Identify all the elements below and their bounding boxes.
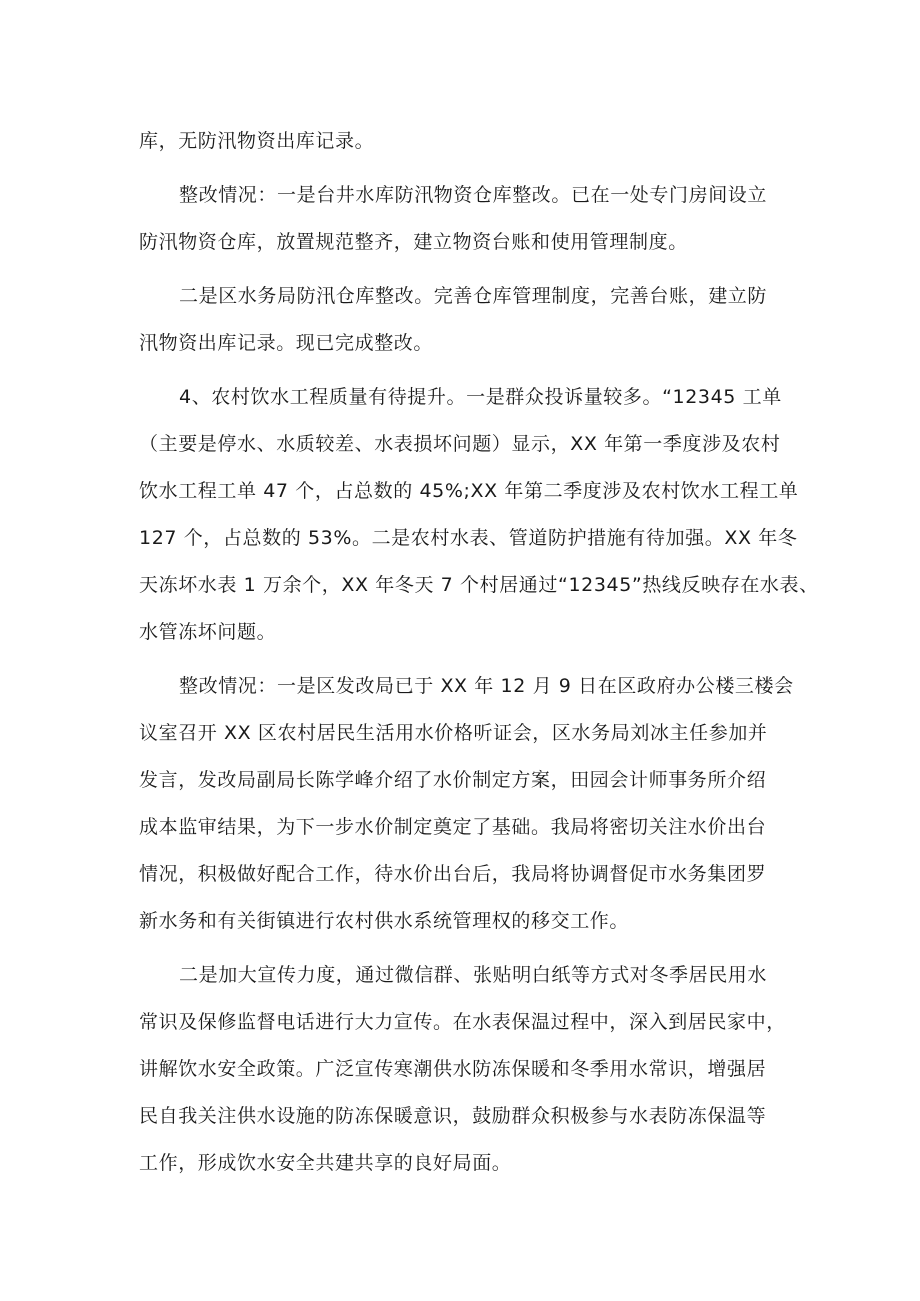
text-line: 防汛物资仓库，放置规范整齐，建立物资台账和使用管理制度。 <box>139 231 688 253</box>
text-line: 工作，形成饮水安全共建共享的良好局面。 <box>139 1152 512 1174</box>
text-line: 讲解饮水安全政策。广泛宣传寒潮供水防冻保暖和冬季用水常识，增强居 <box>139 1058 767 1080</box>
text-line: 汛物资出库记录。现已完成整改。 <box>139 332 434 354</box>
text-line: （主要是停水、水质较差、水表损坏问题）显示，XX 年第一季度涉及农村 <box>139 433 781 455</box>
paragraph-5 <box>139 663 801 945</box>
text-line: 整改情况：一是区发改局已于 XX 年 12 月 9 日在区政府办公楼三楼会 <box>179 675 794 697</box>
text-line: 库，无防汛物资出库记录。 <box>139 130 375 152</box>
text-line: 饮水工程工单 47 个，占总数的 45%;XX 年第二季度涉及农村饮水工程工单 <box>139 480 799 502</box>
paragraph-2 <box>139 172 801 266</box>
text-line: 二是加大宣传力度，通过微信群、张贴明白纸等方式对冬季居民用水 <box>179 964 768 986</box>
text-line: 整改情况：一是台井水库防汛物资仓库整改。已在一处专门房间设立 <box>179 184 768 206</box>
text-line: 新水务和有关街镇进行农村供水系统管理权的移交工作。 <box>139 910 630 932</box>
paragraph-3 <box>139 273 801 367</box>
document-body <box>139 118 819 1187</box>
text-line: 民自我关注供水设施的防冻保暖意识，鼓励群众积极参与水表防冻保温等 <box>139 1105 767 1127</box>
text-line: 二是区水务局防汛仓库整改。完善仓库管理制度，完善台账，建立防 <box>179 285 768 307</box>
text-line: 天冻坏水表 1 万余个，XX 年冬天 7 个村居通过“12345”热线反映存在水表、 <box>139 574 819 596</box>
text-line: 127 个，占总数的 53%。二是农村水表、管道防护措施有待加强。XX 年冬 <box>139 527 798 549</box>
paragraph-4 <box>139 374 819 656</box>
text-line: 议室召开 XX 区农村居民生活用水价格听证会，区水务局刘冰主任参加并 <box>139 722 768 744</box>
paragraph-6 <box>139 952 801 1187</box>
text-line: 4、农村饮水工程质量有待提升。一是群众投诉量较多。“12345 工单 <box>179 386 782 408</box>
text-line: 水管冻坏问题。 <box>139 621 277 643</box>
text-line: 发言，发改局副局长陈学峰介绍了水价制定方案，田园会计师事务所介绍 <box>139 769 767 791</box>
paragraph-1 <box>139 118 801 165</box>
text-line: 常识及保修监督电话进行大力宣传。在水表保温过程中，深入到居民家中， <box>139 1011 786 1033</box>
text-line: 成本监审结果，为下一步水价制定奠定了基础。我局将密切关注水价出台 <box>139 816 767 838</box>
text-line: 情况，积极做好配合工作，待水价出台后，我局将协调督促市水务集团罗 <box>139 863 767 885</box>
